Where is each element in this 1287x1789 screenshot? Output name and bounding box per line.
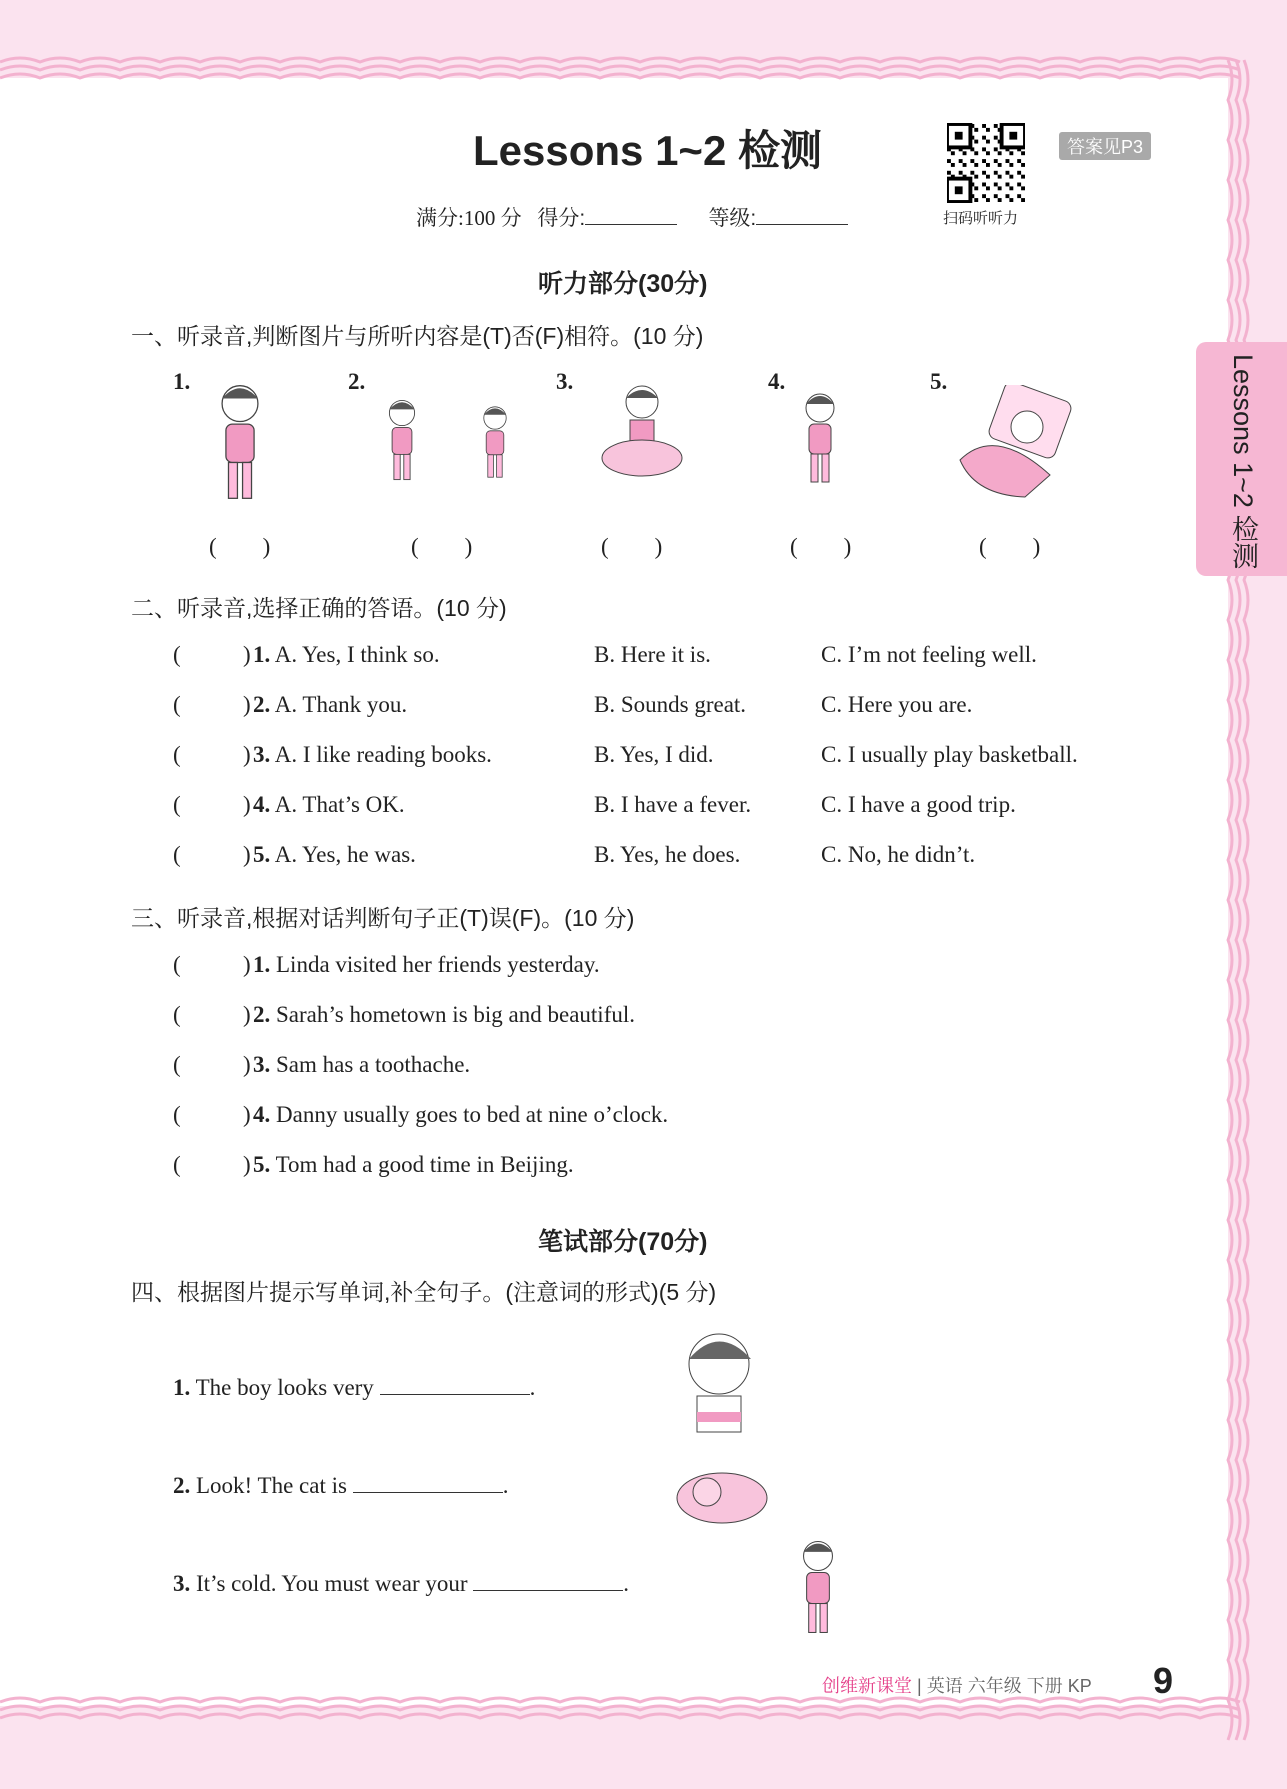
statement-text: Sam has a toothache. bbox=[276, 1052, 471, 1077]
choice-paren[interactable]: ( bbox=[173, 842, 181, 867]
score-blank[interactable] bbox=[585, 207, 677, 225]
option-c: C. No, he didn’t. bbox=[821, 842, 976, 867]
paren-close: ) bbox=[243, 842, 251, 867]
q-num: 3. bbox=[173, 1571, 191, 1596]
answer-blank[interactable] bbox=[380, 1375, 530, 1395]
part2-instruction: 二、听录音,选择正确的答语。(10 分) bbox=[131, 595, 507, 621]
fill-row bbox=[173, 1571, 629, 1597]
sentence-end: . bbox=[502, 1473, 509, 1498]
side-tab bbox=[1196, 342, 1287, 576]
q-num: 4. bbox=[253, 1102, 271, 1127]
option-c: C. Here you are. bbox=[821, 692, 973, 717]
q-num: 1. bbox=[253, 952, 271, 977]
footer-text: 英语 六年级 下册 KP bbox=[926, 1676, 1092, 1696]
picture-number: 1. bbox=[173, 369, 191, 394]
answer-blank[interactable] bbox=[353, 1473, 503, 1493]
footer-brand: 创维新课堂 bbox=[822, 1676, 912, 1696]
fill-row bbox=[173, 1473, 508, 1499]
illustration bbox=[372, 395, 432, 485]
illustration bbox=[790, 368, 850, 508]
sentence-end: . bbox=[529, 1375, 536, 1400]
qr-caption: 扫码听听力 bbox=[943, 210, 1019, 227]
picture-number: 3. bbox=[556, 369, 574, 394]
choice-paren[interactable]: ( bbox=[173, 792, 181, 817]
score-label: 得分: bbox=[537, 207, 586, 230]
answer-paren[interactable]: ( ) bbox=[790, 534, 852, 559]
option-c: C. I have a good trip. bbox=[821, 792, 1016, 817]
sleeping-cat-illustration bbox=[667, 1460, 772, 1530]
tf-paren[interactable]: ( bbox=[173, 1102, 181, 1127]
tf-paren[interactable]: ( bbox=[173, 1052, 181, 1077]
choice-paren[interactable]: ( bbox=[173, 742, 181, 767]
tf-paren[interactable]: ( bbox=[173, 1002, 181, 1027]
grade-label: 等级: bbox=[708, 207, 757, 230]
statement-row bbox=[253, 1102, 668, 1128]
option-c: C. I usually play basketball. bbox=[821, 742, 1078, 767]
paren-close: ) bbox=[243, 792, 251, 817]
q-num: 2. bbox=[253, 692, 271, 717]
statement-row bbox=[253, 952, 600, 978]
qr-code-icon[interactable] bbox=[947, 123, 1025, 203]
grade-blank[interactable] bbox=[756, 207, 848, 225]
question-row bbox=[253, 842, 416, 868]
answer-paren[interactable]: ( ) bbox=[979, 534, 1041, 559]
statement-row bbox=[253, 1052, 470, 1078]
writing-heading: 笔试部分(70分) bbox=[538, 1228, 708, 1256]
part4-instruction: 四、根据图片提示写单词,补全句子。(注意词的形式)(5 分) bbox=[131, 1279, 717, 1305]
q-num: 4. bbox=[253, 792, 271, 817]
question-row bbox=[253, 642, 440, 668]
sentence-text: It’s cold. You must wear your bbox=[196, 1571, 468, 1596]
q-num: 1. bbox=[253, 642, 271, 667]
statement-text: Danny usually goes to bed at nine o’clock. bbox=[276, 1102, 669, 1127]
angry-boy-illustration bbox=[679, 1324, 759, 1434]
illustration bbox=[455, 402, 535, 482]
statement-row bbox=[253, 1152, 574, 1178]
part3-instruction: 三、听录音,根据对话判断句子正(T)误(F)。(10 分) bbox=[131, 905, 635, 931]
answer-paren[interactable]: ( ) bbox=[601, 534, 663, 559]
paren-close: ) bbox=[243, 742, 251, 767]
picture-number: 2. bbox=[348, 369, 366, 394]
option-a: A. Thank you. bbox=[274, 692, 408, 717]
statement-row bbox=[253, 1002, 635, 1028]
answer-paren[interactable]: ( ) bbox=[411, 534, 473, 559]
question-row bbox=[253, 692, 407, 718]
answer-paren[interactable]: ( ) bbox=[209, 534, 271, 559]
listening-heading: 听力部分(30分) bbox=[538, 270, 708, 298]
page-number: 9 bbox=[1153, 1660, 1174, 1701]
option-a: A. That’s OK. bbox=[274, 792, 405, 817]
choice-paren[interactable]: ( bbox=[173, 642, 181, 667]
paren-close: ) bbox=[243, 692, 251, 717]
question-row bbox=[253, 792, 405, 818]
option-b: B. Sounds great. bbox=[594, 692, 747, 717]
option-a: A. I like reading books. bbox=[274, 742, 492, 767]
option-a: A. Yes, I think so. bbox=[274, 642, 440, 667]
option-b: B. Here it is. bbox=[594, 642, 711, 667]
option-b: B. Yes, I did. bbox=[594, 742, 714, 767]
q-num: 3. bbox=[253, 1052, 271, 1077]
illustration bbox=[200, 378, 280, 506]
tf-paren[interactable]: ( bbox=[173, 952, 181, 977]
choice-paren[interactable]: ( bbox=[173, 692, 181, 717]
paren-close: ) bbox=[243, 642, 251, 667]
paren-close: ) bbox=[243, 1102, 251, 1127]
illustration bbox=[955, 385, 1085, 500]
sentence-end: . bbox=[623, 1571, 630, 1596]
statement-text: Tom had a good time in Beijing. bbox=[275, 1152, 574, 1177]
side-tab-label: Lessons 1~2 检测 bbox=[1228, 354, 1258, 570]
q-num: 5. bbox=[253, 1152, 271, 1177]
paren-close: ) bbox=[243, 952, 251, 977]
part1-instruction: 一、听录音,判断图片与所听内容是(T)否(F)相符。(10 分) bbox=[131, 323, 704, 349]
score-line bbox=[416, 202, 874, 232]
page-title: Lessons 1~2 检测 bbox=[473, 127, 822, 174]
q-num: 2. bbox=[253, 1002, 271, 1027]
option-b: B. Yes, he does. bbox=[594, 842, 741, 867]
statement-text: Linda visited her friends yesterday. bbox=[276, 952, 600, 977]
answer-badge: 答案见P3 bbox=[1059, 132, 1151, 160]
illustration bbox=[787, 1523, 849, 1651]
picture-number: 5. bbox=[930, 369, 948, 394]
paren-close: ) bbox=[243, 1002, 251, 1027]
q-num: 1. bbox=[173, 1375, 191, 1400]
picture-number: 4. bbox=[768, 369, 786, 394]
question-row bbox=[253, 742, 492, 768]
option-c: C. I’m not feeling well. bbox=[821, 642, 1037, 667]
q-num: 2. bbox=[173, 1473, 191, 1498]
full-score: 满分:100 分 bbox=[416, 206, 522, 230]
sentence-text: Look! The cat is bbox=[196, 1473, 347, 1498]
statement-text: Sarah’s hometown is big and beautiful. bbox=[276, 1002, 635, 1027]
paren-close: ) bbox=[243, 1052, 251, 1077]
option-b: B. I have a fever. bbox=[594, 792, 752, 817]
answer-blank[interactable] bbox=[473, 1571, 623, 1591]
q-num: 3. bbox=[253, 742, 271, 767]
footer-info: 创维新课堂 | 英语 六年级 下册 KP bbox=[822, 1676, 1092, 1696]
paren-close: ) bbox=[243, 1152, 251, 1177]
option-a: A. Yes, he was. bbox=[274, 842, 416, 867]
q-num: 5. bbox=[253, 842, 271, 867]
fill-row bbox=[173, 1375, 535, 1401]
sentence-text: The boy looks very bbox=[195, 1375, 374, 1400]
tf-paren[interactable]: ( bbox=[173, 1152, 181, 1177]
illustration bbox=[585, 380, 700, 490]
